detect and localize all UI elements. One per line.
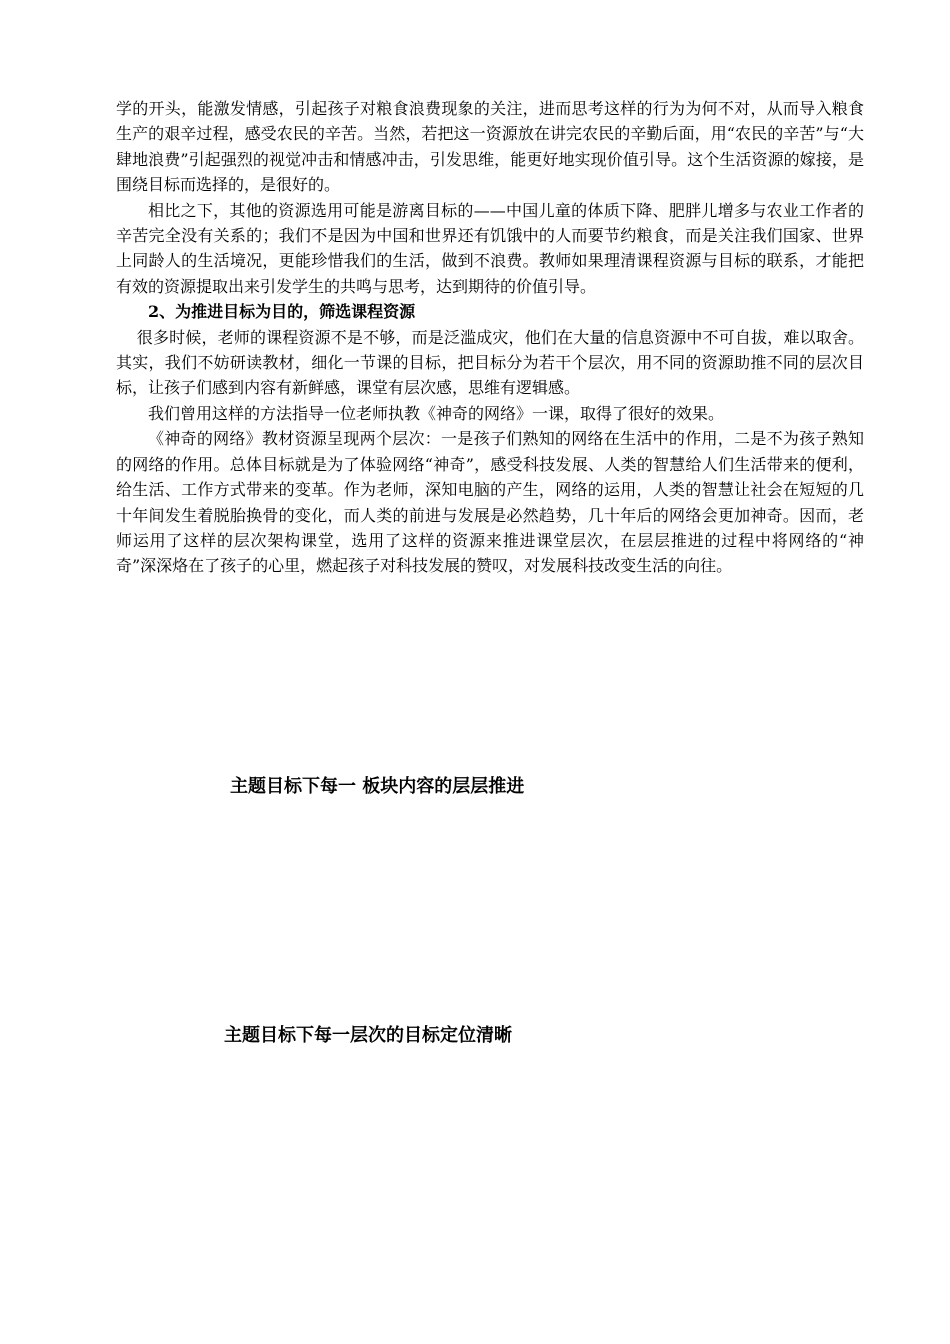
figure-caption-1: 主题目标下每一 板块内容的层层推进	[230, 776, 525, 797]
paragraph-example-intro: 我们曾用这样的方法指导一位老师执教《神奇的网络》一课，取得了很好的效果。	[148, 403, 725, 423]
paragraph-example-detail: 《神奇的网络》教材资源呈现两个层次：一是孩子们熟知的网络在生活中的作用，二是不为孩子熟知的网络的作用。总体目标就是为了体验网络“神奇”，感受科技发展、人类的智慧给人们生活带来的便利，给生活、工作方式带来的变革。作为老师，深知电脑的产生，网络的运用，人类的智慧让社会在短短的几十年间发生着脱胎换骨的变化，而人类的前进与发展是必然趋势，几十年后的网络会更加神奇。因而，老师运用了这样的层次架构课堂，选用了这样的资源来推进课堂层次，在层层推进的过程中将网络的“神奇”深深烙在了孩子的心里，燃起孩子对科技发展的赞叹，对发展科技改变生活的向往。	[116, 429, 864, 576]
paragraph-continuation: 学的开头，能激发情感，引起孩子对粮食浪费现象的关注，进而思考这样的行为为何不对，从而导入粮食生产的艰辛过程，感受农民的辛苦。当然，若把这一资源放在讲完农民的辛勤后面，用“农民的辛苦”与“大肆地浪费”引起强烈的视觉冲击和情感冲击，引发思维，能更好地实现价值引导。这个生活资源的嫁接，是围绕目标而选择的，是很好的。	[116, 99, 864, 195]
paragraph-comparison: 相比之下，其他的资源选用可能是游离目标的——中国儿童的体质下降、肥胖儿增多与农业工作者的辛苦完全没有关系的；我们不是因为中国和世界还有饥饿中的人而要节约粮食，而是关注我们国家、世界上同龄人的生活境况，更能珍惜我们的生活，做到不浪费。教师如果理清课程资源与目标的联系，才能把有效的资源提取出来引发学生的共鸣与思考，达到期待的价值引导。	[116, 200, 864, 296]
figure-caption-2: 主题目标下每一层次的目标定位清晰	[224, 1025, 512, 1046]
body-text	[116, 96, 864, 579]
section-heading: 2、为推进目标为目的，筛选课程资源	[148, 302, 416, 322]
paragraph-resources: 很多时候，老师的课程资源不是不够，而是泛滥成灾，他们在大量的信息资源中不可自拔，难以取舍。其实，我们不妨研读教材，细化一节课的目标，把目标分为若干个层次，用不同的资源助推不同的层次目标，让孩子们感到内容有新鲜感，课堂有层次感，思维有逻辑感。	[116, 327, 864, 398]
